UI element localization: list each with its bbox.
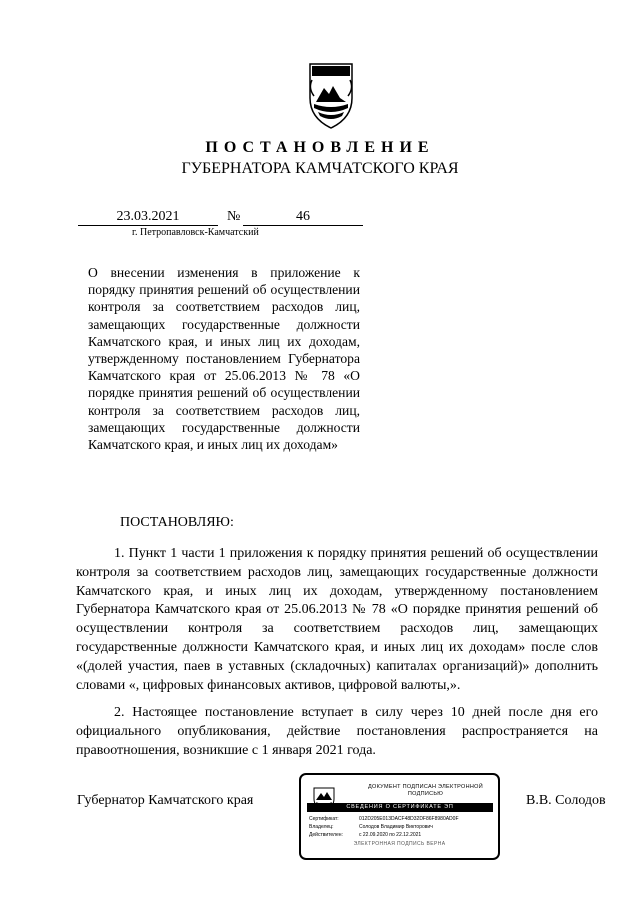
- paragraph-2: 2. Настоящее постановление вступает в силу через 10 дней после дня его официального опубликования, действие постановления распространяется на правоотношения, возникшие с 1 января 2021 года.: [76, 705, 598, 758]
- document-city: г. Петропавловск-Камчатский: [132, 227, 259, 238]
- number-sign: №: [227, 209, 241, 224]
- paragraph-1: 1. Пункт 1 части 1 приложения к порядку принятия решений об осуществлении контроля за соответствием расходов лиц, замещающих государственные должности Камчатского края, и иных лиц их доходам, утвержденному постановлением Губернатора Камчатского края от 25.06.2013 № 78 «О порядке принятия решений об осуществлении контроля за соответствием расходов лиц, замещающих государственные должности Камчатского края, и иных лиц их доходам» после слов «(долей участия, паев в уставных (складочных) капиталах организаций)» дополнить словами «, цифровых финансовых активов, цифровой валюты,».: [76, 546, 598, 693]
- document-title: ПОСТАНОВЛЕНИЕ: [205, 139, 435, 156]
- document-number: 46: [243, 208, 363, 226]
- stamp-heading: ДОКУМЕНТ ПОДПИСАН ЭЛЕКТРОННОЙ ПОДПИСЬЮ: [368, 784, 483, 797]
- signer-name: В.В. Солодов: [526, 793, 606, 808]
- stamp-row-certificate: [309, 816, 495, 823]
- electronic-signature-stamp: [299, 773, 500, 860]
- document-date: 23.03.2021: [78, 208, 218, 226]
- document-subject: О внесении изменения в приложение к порядку принятия решений об осуществлении контроля за соответствием расходов лиц, замещающих государственные должности Камчатского края, и иных лиц их доходам, утвержденному постановлением Губернатора Камчатского края от 25.06.2013 № 78 «О порядке принятия решений об осуществлении контроля за соответствием расходов лиц, замещающих государственные должности Камчатского края, и иных лиц их доходам»: [88, 265, 360, 453]
- stamp-row-key: Сертификат:: [309, 816, 339, 822]
- stamp-row-value: с 22.09.2020 по 22.12.2021: [359, 832, 422, 838]
- stamp-row-key: Владелец:: [309, 824, 334, 830]
- stamp-row-value: Солодов Владимир Викторович: [359, 824, 433, 830]
- stamp-row-owner: [309, 824, 495, 831]
- stamp-row-key: Действителен:: [309, 832, 343, 838]
- stamp-row-valid: [309, 832, 495, 839]
- document-subtitle: ГУБЕРНАТОРА КАМЧАТСКОГО КРАЯ: [181, 160, 459, 177]
- stamp-certificate-bar: СВЕДЕНИЯ О СЕРТИФИКАТЕ ЭП: [307, 803, 493, 812]
- stamp-footer: ЭЛЕКТРОННАЯ ПОДПИСЬ ВЕРНА: [353, 841, 446, 847]
- stamp-row-value: 012D205E013DACF48D32DF86F8980AD0F: [359, 816, 459, 822]
- resolve-heading: ПОСТАНОВЛЯЮ:: [120, 515, 234, 530]
- signer-position: Губернатор Камчатского края: [77, 793, 254, 808]
- coat-of-arms-icon: [302, 58, 360, 130]
